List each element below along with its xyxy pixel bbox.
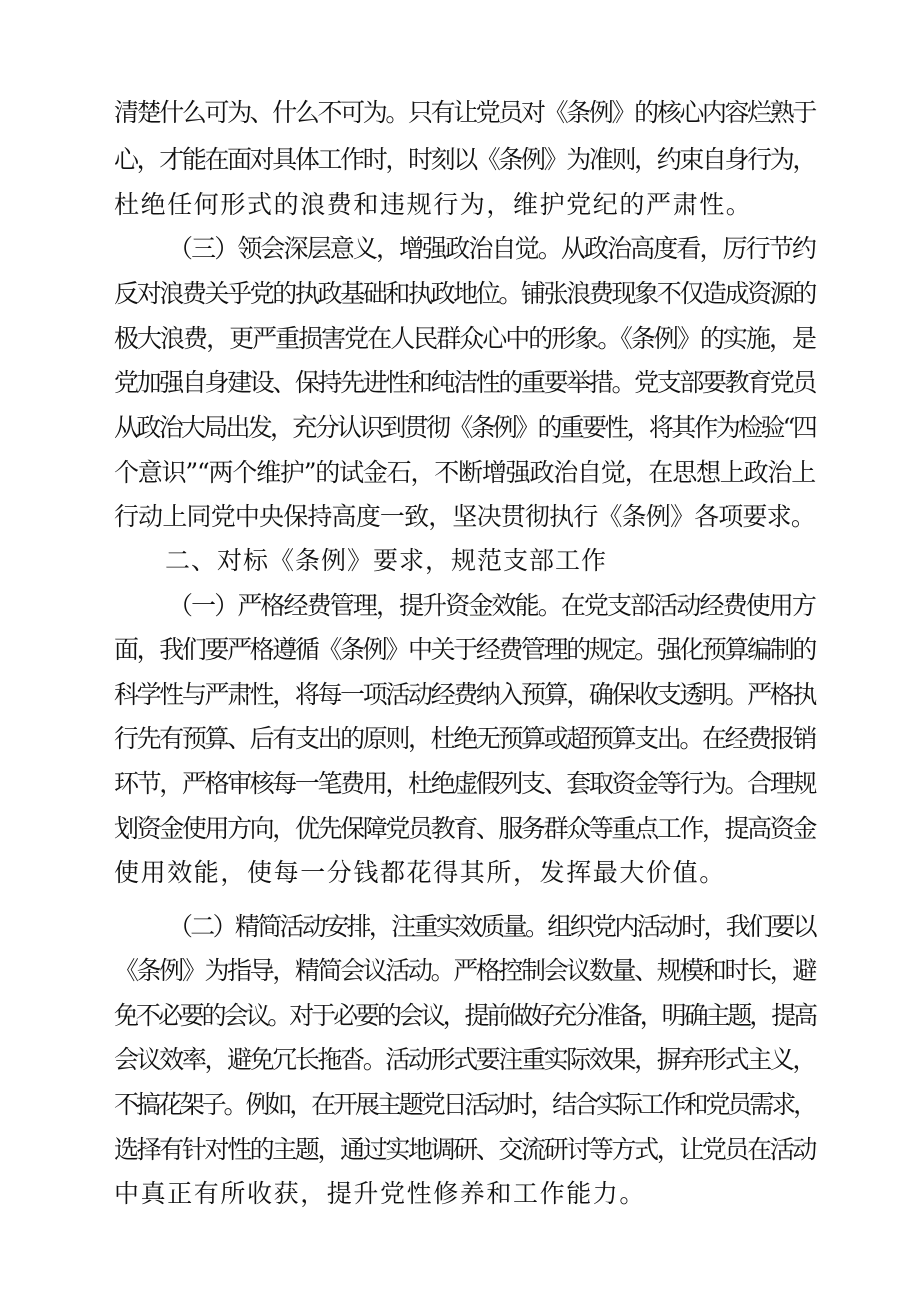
text-line: 《条例》为指导，精简会议活动。严格控制会议数量、规模和时长，避: [114, 956, 815, 985]
text-line: 使用效能，使每一分钱都花得其所，发挥最大价值。: [114, 858, 726, 887]
text-line: 反对浪费关乎党的执政基础和执政地位。铺张浪费现象不仅造成资源的: [114, 279, 815, 308]
text-line: 党加强自身建设、保持先进性和纯洁性的重要举措。党支部要教育党员: [114, 368, 815, 397]
text-line: 中真正有所收获，提升党性修养和工作能力。: [114, 1179, 647, 1208]
text-line: （二）精简活动安排，注重实效质量。组织党内活动时，我们要以: [168, 912, 815, 941]
text-line: 从政治大局出发，充分认识到贯彻《条例》的重要性，将其作为检验“四: [114, 413, 815, 442]
text-line: 面，我们要严格遵循《条例》中关于经费管理的规定。强化预算编制的: [114, 635, 815, 664]
text-line: 个意识”“两个维护”的试金石，不断增强政治自觉，在思想上政治上: [114, 458, 815, 487]
text-line: 免不必要的会议。对于必要的会议，提前做好充分准备，明确主题，提高: [114, 1001, 815, 1030]
text-line: （一）严格经费管理，提升资金效能。在党支部活动经费使用方: [168, 591, 815, 620]
text-line: 心，才能在面对具体工作时，时刻以《条例》为准则，约束自身行为，: [114, 145, 815, 174]
text-line: 环节，严格审核每一笔费用，杜绝虚假列支、套取资金等行为。合理规: [114, 769, 815, 798]
text-line: 清楚什么可为、什么不可为。只有让党员对《条例》的核心内容烂熟于: [114, 98, 815, 127]
text-line: 科学性与严肃性，将每一项活动经费纳入预算，确保收支透明。严格执: [114, 680, 815, 709]
text-line: 划资金使用方向，优先保障党员教育、服务群众等重点工作，提高资金: [114, 814, 815, 843]
section-heading: 二、对标《条例》要求，规范支部工作: [165, 546, 608, 575]
text-line: 不搞花架子。例如，在开展主题党日活动时，结合实际工作和党员需求，: [114, 1090, 815, 1119]
text-line: 会议效率，避免冗长拖沓。活动形式要注重实际效果，摒弃形式主义，: [114, 1045, 815, 1074]
text-line: 极大浪费，更严重损害党在人民群众心中的形象。《条例》的实施，是: [114, 324, 815, 353]
text-line: 杜绝任何形式的浪费和违规行为，维护党纪的严肃性。: [114, 190, 753, 219]
text-line: 行动上同党中央保持高度一致，坚决贯彻执行《条例》各项要求。: [114, 502, 815, 531]
text-line: （三）领会深层意义，增强政治自觉。从政治高度看，厉行节约: [168, 234, 815, 263]
text-line: 选择有针对性的主题，通过实地调研、交流研讨等方式，让党员在活动: [114, 1135, 815, 1164]
text-line: 行先有预算、后有支出的原则，杜绝无预算或超预算支出。在经费报销: [114, 724, 815, 753]
